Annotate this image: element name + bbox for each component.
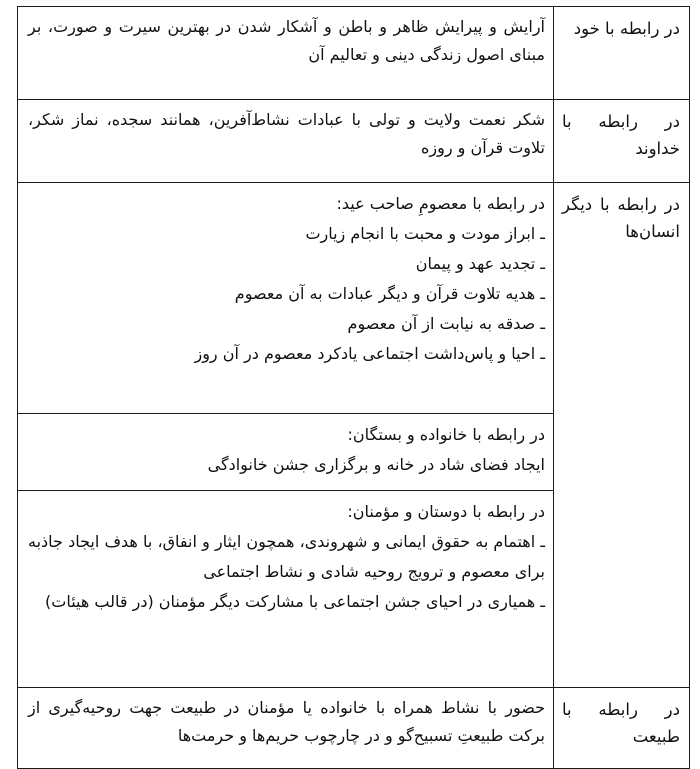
god-description: شکر نعمت ولایت و تولی با عبادات نشاط‌آفرین، همانند سجده، نماز شکر، تلاوت قرآن و روزه xyxy=(28,110,545,157)
row-label-nature: در رابطه با طبیعت xyxy=(554,688,690,769)
section-heading-infallible: در رابطه با معصومِ صاحب عید: xyxy=(336,194,545,213)
list-item: ـ صدقه به نیابت از آن معصوم xyxy=(347,314,545,333)
list-item: ـ هدیه تلاوت قرآن و دیگر عبادات به آن معصوم xyxy=(234,284,545,303)
section-infallible xyxy=(18,183,554,414)
row-label-others: در رابطه با دیگر انسان‌ها xyxy=(554,183,690,688)
list-item: ـ ابراز مودت و محبت با انجام زیارت xyxy=(305,224,545,243)
row-content-god xyxy=(18,100,554,183)
list-item: ـ تجدید عهد و پیمان xyxy=(415,254,545,273)
section-heading-believers: در رابطه با دوستان و مؤمنان: xyxy=(347,502,545,521)
nature-description: حضور با نشاط همراه با خانواده یا مؤمنان در طبیعت جهت روحیه‌گیری از برکت طبیعتِ تسبیح‌گو و در چارچوب حریم‌ها و حرمت‌ها xyxy=(28,698,545,745)
table-row-nature xyxy=(18,688,690,769)
section-believers xyxy=(18,491,554,688)
section-heading-family: در رابطه با خانواده و بستگان: xyxy=(347,425,545,444)
section-family xyxy=(18,414,554,491)
table-row-god xyxy=(18,100,690,183)
list-item: ایجاد فضای شاد در خانه و برگزاری جشن خانوادگی xyxy=(207,455,545,474)
self-description: آرایش و پیرایش ظاهر و باطن و آشکار شدن در بهترین سیرت و صورت، بر مبنای اصول زندگی دینی و تعالیم آن xyxy=(28,17,545,64)
list-item: ـ احیا و پاس‌داشت اجتماعی یادکرد معصوم در آن روز xyxy=(194,344,545,363)
list-item: ـ همیاری در احیای جشن اجتماعی با مشارکت دیگر مؤمنان (در قالب هیئات) xyxy=(45,592,545,611)
row-content-self xyxy=(18,7,554,100)
relations-table xyxy=(17,6,690,769)
row-content-nature xyxy=(18,688,554,769)
list-item: ـ اهتمام به حقوق ایمانی و شهروندی، همچون ایثار و انفاق، با هدف ایجاد جاذبه برای معصوم و ترویج روحیه شادی و نشاط اجتماعی xyxy=(28,532,545,581)
row-label-self: در رابطه با خود xyxy=(554,7,690,100)
table-row-self xyxy=(18,7,690,100)
table-row-others-infallible xyxy=(18,183,690,414)
row-label-god: در رابطه با خداوند xyxy=(554,100,690,183)
